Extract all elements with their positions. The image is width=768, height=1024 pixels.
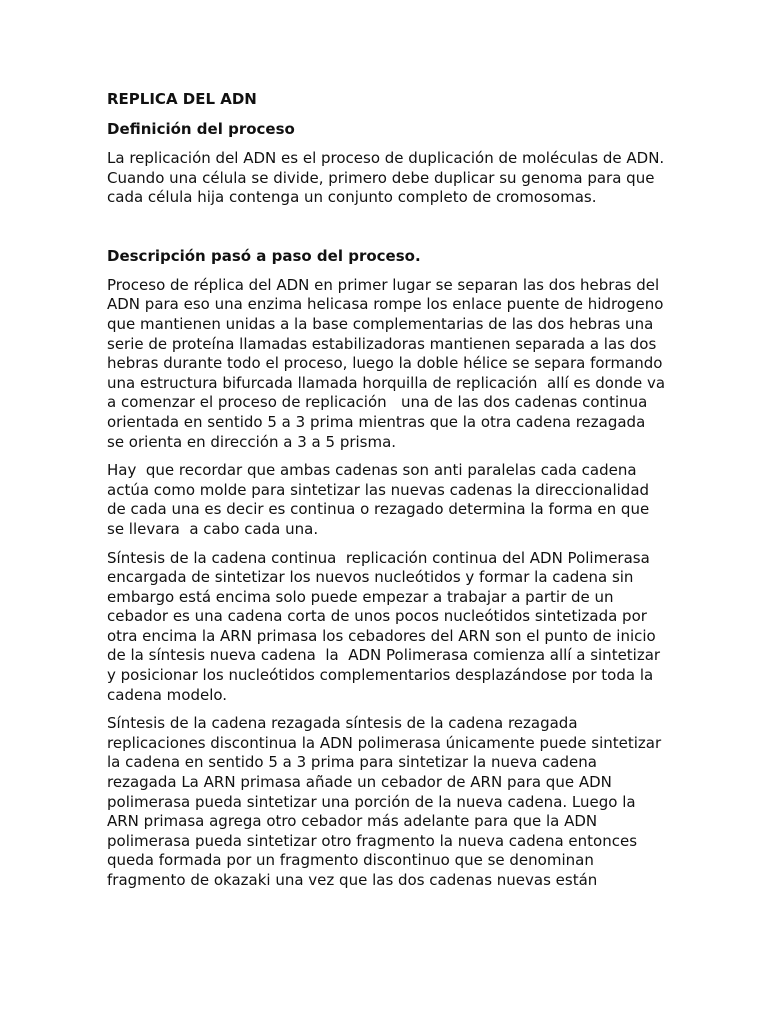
document-title: REPLICA DEL ADN [107,90,257,108]
section-heading-description: Descripción pasó a paso del proceso. [107,246,421,265]
paragraph-antiparallel-chains: Hay que recordar que ambas cadenas son anti paralelas cada cadena actúa como molde para sintetizar las nuevas cadenas la direccionalidad de cada una es decir es continua o rezagado determina la forma en que se llevara a cabo cada una. [107,461,654,538]
paragraph-leading-strand: Síntesis de la cadena continua replicación continua del ADN Polimerasa encargada de sintetizar los nuevos nucleótidos y formar la cadena sin embargo está encima solo puede empezar a trabajar a partir de un cebador es una cadena corta de unos pocos nucleótidos sintetizada por otra encima la ARN primasa los cebadores del ARN son el punto de inicio de la síntesis nueva cadena la ADN Polimerasa comienza allí a sintetizar y posicionar los nucleótidos complementarios desplazándose por toda la cadena modelo. [107,548,665,704]
document-body [107,89,670,900]
paragraph-process-overview: Proceso de réplica del ADN en primer lugar se separan las dos hebras del ADN para eso una enzima helicasa rompe los enlace puente de hidrogeno que mantienen unidas a la base complementarias de las dos hebras una serie de proteína llamadas estabilizadoras mantienen separada a las dos hebras durante todo el proceso, luego la doble hélice se separa formando una estructura bifurcada llamada horquilla de replicación allí es donde va a comenzar el proceso de replicación una de las dos cadenas continua orientada en sentido 5 a 3 prima mientras que la otra cadena rezagada se orienta en dirección a 3 a 5 prisma. [107,275,670,451]
paragraph-definition: La replicación del ADN es el proceso de duplicación de moléculas de ADN. Cuando una célula se divide, primero debe duplicar su genoma para que cada célula hija contenga un conjunto completo de cromosomas. [107,149,669,207]
paragraph-lagging-strand: Síntesis de la cadena rezagada síntesis de la cadena rezagada replicaciones discontinua la ADN polimerasa únicamente puede sintetizar la cadena en sentido 5 a 3 prima para sintetizar la nueva cadena rezagada La ARN primasa añade un cebador de ARN para que ADN polimerasa pueda sintetizar una porción de la nueva cadena. Luego la ARN primasa agrega otro cebador más adelante para que la ADN polimerasa pueda sintetizar otro fragmento la nueva cadena entonces queda formada por un fragmento discontinuo que se denominan fragmento de okazaki una vez que las dos cadenas nuevas están [107,714,666,889]
blank-line [107,217,667,246]
section-heading-definition: Definición del proceso [107,120,295,138]
